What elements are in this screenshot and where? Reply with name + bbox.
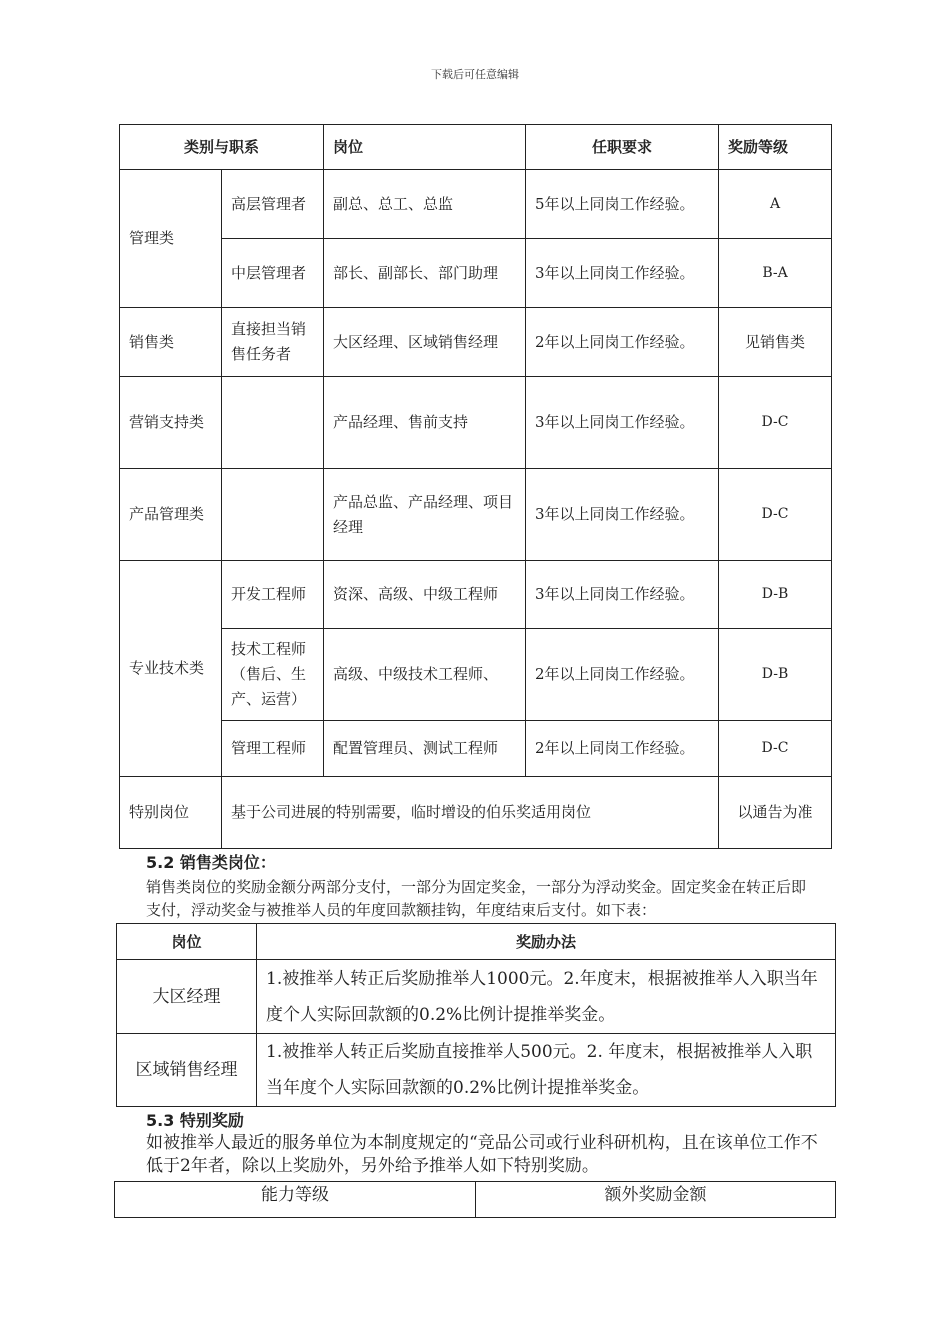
table-row: [117, 960, 836, 1034]
grade-cell: B-A: [719, 239, 832, 308]
table-row: [120, 629, 832, 721]
header-category: 类别与职系: [120, 125, 324, 170]
table-header-row: [117, 924, 836, 960]
position-cell: 区域销售经理: [117, 1034, 257, 1107]
subcategory-cell: [222, 469, 324, 561]
section-5-3-text: 如被推举人最近的服务单位为本制度规定的“竞品公司或行业科研机构，且在该单位工作不低于2年者，除以上奖励外，另外给予推举人如下特别奖励。: [146, 1133, 818, 1176]
header-position: 岗位: [324, 125, 526, 170]
table-row: [120, 239, 832, 308]
position-cell: 大区经理、区域销售经理: [324, 308, 526, 377]
grade-cell: 以通告为准: [719, 777, 832, 849]
requirement-cell: 2年以上同岗工作经验。: [526, 721, 719, 777]
subcategory-cell: 管理工程师: [222, 721, 324, 777]
requirement-cell: 3年以上同岗工作经验。: [526, 377, 719, 469]
category-cell: 特别岗位: [120, 777, 222, 849]
table-row: [120, 561, 832, 629]
table-header-row: [120, 125, 832, 170]
table-row: [120, 777, 832, 849]
category-cell: 产品管理类: [120, 469, 222, 561]
header-position: 岗位: [117, 924, 257, 960]
position-cell: 部长、副部长、部门助理: [324, 239, 526, 308]
position-cell: 配置管理员、测试工程师: [324, 721, 526, 777]
position-cell: 副总、总工、总监: [324, 170, 526, 239]
sales-reward-table: [116, 923, 836, 1107]
table-row: [120, 308, 832, 377]
requirement-cell: 5年以上同岗工作经验。: [526, 170, 719, 239]
subcategory-cell: 技术工程师（售后、生产、运营）: [222, 629, 324, 721]
section-5-3-title: 5.3 特别奖励: [146, 1111, 244, 1130]
grade-cell: A: [719, 170, 832, 239]
position-cell: 资深、高级、中级工程师: [324, 561, 526, 629]
special-description-cell: 基于公司进展的特别需要，临时增设的伯乐奖适用岗位: [222, 777, 719, 849]
requirement-cell: 2年以上同岗工作经验。: [526, 308, 719, 377]
requirement-cell: 3年以上同岗工作经验。: [526, 239, 719, 308]
table-header-row: [115, 1182, 836, 1218]
category-cell: 管理类: [120, 170, 222, 308]
subcategory-cell: 开发工程师: [222, 561, 324, 629]
table-row: [117, 1034, 836, 1107]
grade-cell: D-C: [719, 721, 832, 777]
reward-level-table: [119, 124, 832, 849]
position-cell: 高级、中级技术工程师、: [324, 629, 526, 721]
grade-cell: D-C: [719, 469, 832, 561]
method-cell: 1.被推举人转正后奖励推举人1000元。2.年度末，根据被推举人入职当年度个人实际回款额的0.2%比例计提推举奖金。: [257, 960, 836, 1034]
section-5-2-text: 销售类岗位的奖励金额分两部分支付，一部分为固定奖金，一部分为浮动奖金。固定奖金在转正后即支付，浮动奖金与被推举人员的年度回款额挂钩，年度结束后支付。如下表：: [146, 878, 807, 919]
header-requirement: 任职要求: [526, 125, 719, 170]
header-grade: 奖励等级: [719, 125, 832, 170]
grade-cell: D-B: [719, 561, 832, 629]
section-5-2-title: 5.2 销售类岗位：: [146, 853, 276, 872]
category-cell: 销售类: [120, 308, 222, 377]
position-cell: 产品总监、产品经理、项目经理: [324, 469, 526, 561]
table-row: [120, 469, 832, 561]
subcategory-cell: 中层管理者: [222, 239, 324, 308]
grade-cell: 见销售类: [719, 308, 832, 377]
requirement-cell: 2年以上同岗工作经验。: [526, 629, 719, 721]
special-reward-table: [114, 1181, 836, 1218]
table-row: [120, 170, 832, 239]
page-header: 下载后可任意编辑: [431, 68, 519, 81]
header-method: 奖励办法: [257, 924, 836, 960]
requirement-cell: 3年以上同岗工作经验。: [526, 469, 719, 561]
grade-cell: D-C: [719, 377, 832, 469]
table-row: [120, 721, 832, 777]
method-cell: 1.被推举人转正后奖励直接推举人500元。2. 年度末，根据被推举人入职当年度个人实际回款额的0.2%比例计提推举奖金。: [257, 1034, 836, 1107]
subcategory-cell: 直接担当销售任务者: [222, 308, 324, 377]
category-cell: 营销支持类: [120, 377, 222, 469]
category-cell: 专业技术类: [120, 561, 222, 777]
table-row: [120, 377, 832, 469]
header-extra-reward: 额外奖励金额: [476, 1182, 836, 1218]
subcategory-cell: 高层管理者: [222, 170, 324, 239]
subcategory-cell: [222, 377, 324, 469]
requirement-cell: 3年以上同岗工作经验。: [526, 561, 719, 629]
position-cell: 产品经理、售前支持: [324, 377, 526, 469]
header-ability-level: 能力等级: [115, 1182, 476, 1218]
grade-cell: D-B: [719, 629, 832, 721]
position-cell: 大区经理: [117, 960, 257, 1034]
